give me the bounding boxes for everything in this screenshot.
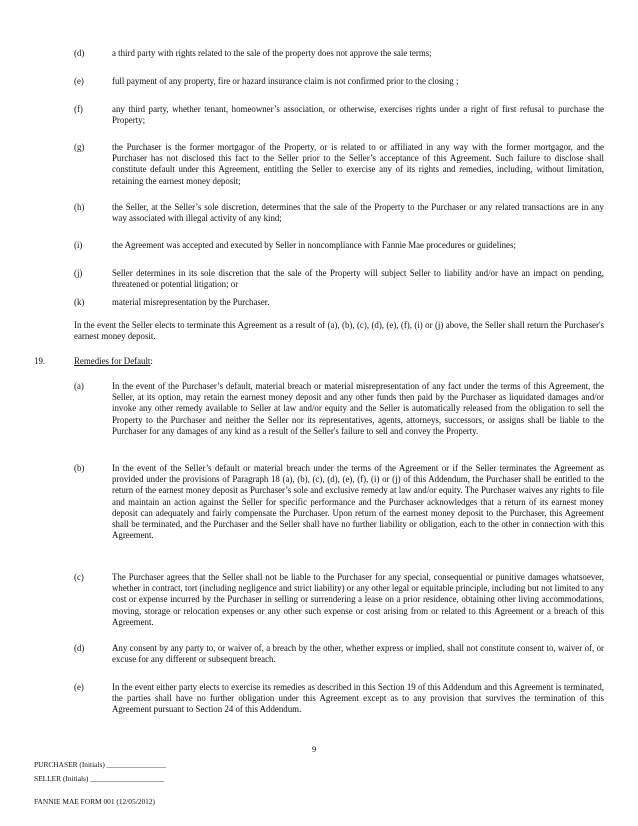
item-label: (c) <box>74 572 84 582</box>
item-label: (j) <box>74 268 83 278</box>
form-id: FANNIE MAE FORM 001 (12/05/2012) <box>34 797 155 806</box>
section-title-suffix: : <box>150 356 153 366</box>
item-label: (f) <box>74 104 83 114</box>
item-label: (g) <box>74 142 85 152</box>
item-label: (b) <box>74 463 85 473</box>
item-text: any third party, whether tenant, homeowner’s association, or otherwise, exercises rights under a right of first refusal to purchase the Property; <box>112 104 604 126</box>
item-text: Any consent by any party to, or waiver of, a breach by the other, whether express or implied, shall not constitute consent to, waiver of, or excuse for any different or subsequent breach. <box>112 643 604 665</box>
item-text: the Seller, at the Seller’s sole discretion, determines that the sale of the Property to the Purchaser or any related transactions are in any way associated with illegal activity of any kind; <box>112 202 604 224</box>
item-text: Seller determines in its sole discretion that the sale of the Property will subject Seller to liability and/or have an impact on pending, threatened or potential litigation; or <box>112 268 604 290</box>
item-label: (k) <box>74 297 85 307</box>
item-text: In the event of the Purchaser’s default, material breach or material misrepresentation of any fact under the terms of this Agreement, the Seller, at its option, may retain the earnest money deposit and any other funds then paid by the Purchaser as liquidated damages and/or invoke any other remedy available to Seller at law and/or equity and the Seller is automatically released from the obligation to sell the Property to the Purchaser and neither the Seller nor its representatives, agents, attorneys, successors, or assigns shall be liable to the Purchaser for any damages of any kind as a result of the Seller's failure to sell and convey the Property. <box>112 381 604 436</box>
item-text: The Purchaser agrees that the Seller shall not be liable to the Purchaser for any special, consequential or punitive damages whatsoever, whether in contract, tort (including negligence and strict liability) or any other legal or equitable principle, including but not limited to any cost or expense incurred by the Purchaser in selling or surrendering a lease on a prior residence, obtaining other living accommodations, moving, storage or relocation expenses or any other such expense or cost arising from or related to this Agreement or a breach of this Agreement. <box>112 572 604 627</box>
item-label: (i) <box>74 240 83 250</box>
seller-initials-line: SELLER (Initials) ____________________ <box>34 774 165 783</box>
terminate-paragraph: In the event the Seller elects to terminate this Agreement as a result of (a), (b), (c), (d), (e), (f), (i) or (j) above, the Seller shall return the Purchaser's earnest money deposit. <box>74 320 604 342</box>
item-label: (d) <box>74 643 85 653</box>
item-text: In the event of the Seller’s default or material breach under the terms of the Agreement or if the Seller terminates the Agreement as provided under the provisions of Paragraph 18 (a), (b), (c), (d), (e), (f), (i) or (j) of this Addendum, the Purchaser shall be entitled to the return of the earnest money deposit as Purchaser’s sole and exclusive remedy at law and/or equity. The Purchaser waives any rights to file and maintain an action against the Seller for specific performance and the Purchaser acknowledges that a return of its earnest money deposit can adequately and fairly compensate the Purchaser. Upon return of the earnest money deposit to the Purchaser, this Agreement shall be terminated, and the Purchaser and the Seller shall have no further liability or obligation, each to the other in connection with this Agreement. <box>112 463 604 541</box>
item-text: material misrepresentation by the Purchaser. <box>112 297 270 307</box>
item-label: (e) <box>74 76 84 86</box>
item-text: a third party with rights related to the sale of the property does not approve the sale terms; <box>112 48 432 58</box>
section-number: 19. <box>34 356 46 366</box>
item-label: (a) <box>74 381 84 391</box>
item-label: (e) <box>74 682 84 692</box>
section-title: Remedies for Default <box>74 356 151 366</box>
page-number: 9 <box>312 744 317 754</box>
item-text: In the event either party elects to exercise its remedies as described in this Section 19 of this Addendum and this Agreement is terminated, the parties shall have no further obligation under this Agreement except as to any provision that survives the termination of this Agreement pursuant to Section 24 of this Addendum. <box>112 682 604 715</box>
item-label: (d) <box>74 48 85 58</box>
item-text: the Agreement was accepted and executed by Seller in noncompliance with Fannie Mae procedures or guidelines; <box>112 240 516 250</box>
item-label: (h) <box>74 202 85 212</box>
purchaser-initials-line: PURCHASER (Initials) ________________ <box>34 760 166 769</box>
item-text: full payment of any property, fire or hazard insurance claim is not confirmed prior to the closing ; <box>112 76 459 86</box>
item-text: the Purchaser is the former mortgagor of the Property, or is related to or affiliated in any way with the former mortgagor, and the Purchaser has not disclosed this fact to the Seller prior to the Seller’s acceptance of this Agreement. Such failure to disclose shall constitute default under this Agreement, entitling the Seller to exercise any of its rights and remedies, including, without limitation, retaining the earnest money deposit; <box>112 142 604 186</box>
